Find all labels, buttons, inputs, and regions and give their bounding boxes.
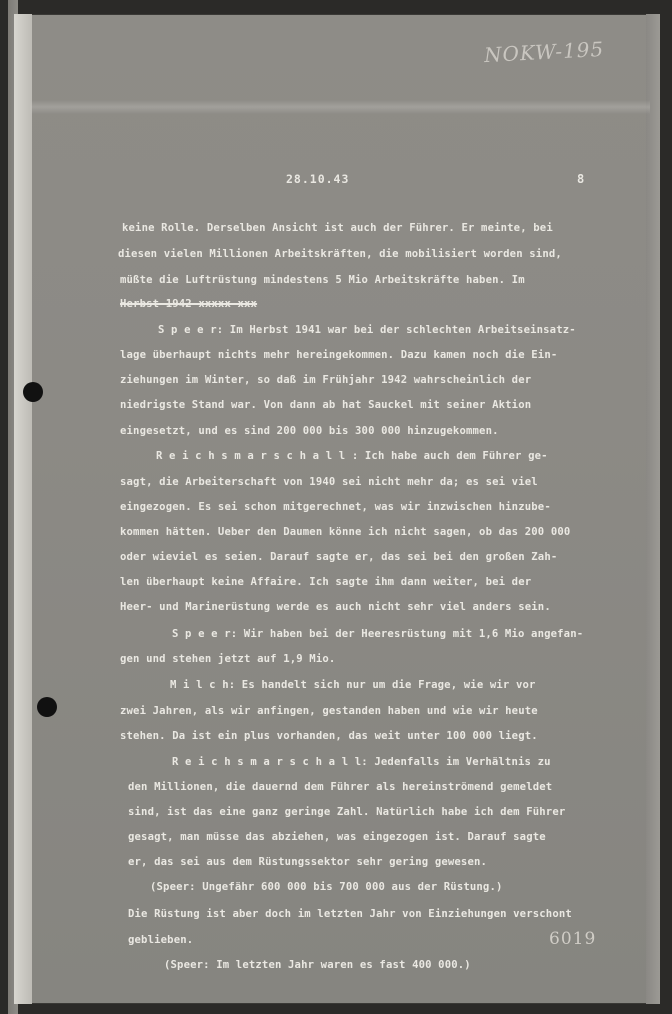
- text-line: geblieben.: [128, 934, 194, 946]
- text-line: (Speer: Im letzten Jahr waren es fast 400 000.): [164, 959, 471, 971]
- text-line: len überhaupt keine Affaire. Ich sagte ihm dann weiter, bei der: [120, 576, 532, 588]
- text-line: zwei Jahren, als wir anfingen, gestanden haben und wie wir heute: [120, 705, 538, 717]
- text-line: R e i c h s m a r s c h a l l : Ich habe auch dem Führer ge-: [156, 450, 548, 462]
- text-line: sagt, die Arbeiterschaft von 1940 sei nicht mehr da; es sei viel: [120, 476, 538, 488]
- text-line: diesen vielen Millionen Arbeitskräften, die mobilisiert worden sind,: [118, 248, 562, 260]
- text-line: stehen. Da ist ein plus vorhanden, das weit unter 100 000 liegt.: [120, 730, 538, 742]
- text-line: niedrigste Stand war. Von dann ab hat Sauckel mit seiner Aktion: [120, 399, 532, 411]
- page-left-margin: [14, 14, 32, 1004]
- text-line: (Speer: Ungefähr 600 000 bis 700 000 aus der Rüstung.): [150, 881, 503, 893]
- document-date: 28.10.43: [286, 172, 350, 186]
- text-line: eingezogen. Es sei schon mitgerechnet, was wir inzwischen hinzube-: [120, 501, 551, 513]
- text-line: keine Rolle. Derselben Ansicht ist auch der Führer. Er meinte, bei: [122, 222, 553, 234]
- struck-text-line: Herbst 1942 xxxxx xxx: [120, 298, 258, 310]
- text-line: kommen hätten. Ueber den Daumen könne ich nicht sagen, ob das 200 000: [120, 526, 571, 538]
- text-line: Heer- und Marinerüstung werde es auch nicht sehr viel anders sein.: [120, 601, 551, 613]
- text-line: müßte die Luftrüstung mindestens 5 Mio Arbeitskräfte haben. Im: [120, 274, 525, 286]
- fold-crease: [30, 100, 650, 114]
- text-line: R e i c h s m a r s c h a l l: Jedenfalls im Verhältnis zu: [172, 756, 551, 768]
- text-line: gesagt, man müsse das abziehen, was eingezogen ist. Darauf sagte: [128, 831, 546, 843]
- text-line: M i l c h: Es handelt sich nur um die Frage, wie wir vor: [170, 679, 536, 691]
- text-line: S p e e r: Wir haben bei der Heeresrüstung mit 1,6 Mio angefan-: [172, 628, 584, 640]
- text-line: sind, ist das eine ganz geringe Zahl. Natürlich habe ich dem Führer: [128, 806, 566, 818]
- text-line: S p e e r: Im Herbst 1941 war bei der schlechten Arbeitseinsatz-: [158, 324, 576, 336]
- text-line: ziehungen im Winter, so daß im Frühjahr 1942 wahrscheinlich der: [120, 374, 532, 386]
- archive-stamp: NOKW-195: [483, 36, 605, 68]
- text-line: eingesetzt, und es sind 200 000 bis 300 000 hinzugekommen.: [120, 425, 499, 437]
- text-line: den Millionen, die dauernd dem Führer als hereinströmend gemeldet: [128, 781, 553, 793]
- punch-hole-icon: [37, 697, 57, 717]
- text-line: oder wieviel es seien. Darauf sagte er, das sei bei den großen Zah-: [120, 551, 558, 563]
- text-line: gen und stehen jetzt auf 1,9 Mio.: [120, 653, 336, 665]
- text-line: Die Rüstung ist aber doch im letzten Jahr von Einziehungen verschont: [128, 908, 572, 920]
- page-right-margin: [646, 14, 660, 1004]
- text-line: er, das sei aus dem Rüstungssektor sehr gering gewesen.: [128, 856, 488, 868]
- punch-hole-icon: [23, 382, 43, 402]
- document-number: 6019: [549, 929, 597, 949]
- page-number: 8: [577, 172, 585, 186]
- text-line: lage überhaupt nichts mehr hereingekommen. Dazu kamen noch die Ein-: [120, 349, 558, 361]
